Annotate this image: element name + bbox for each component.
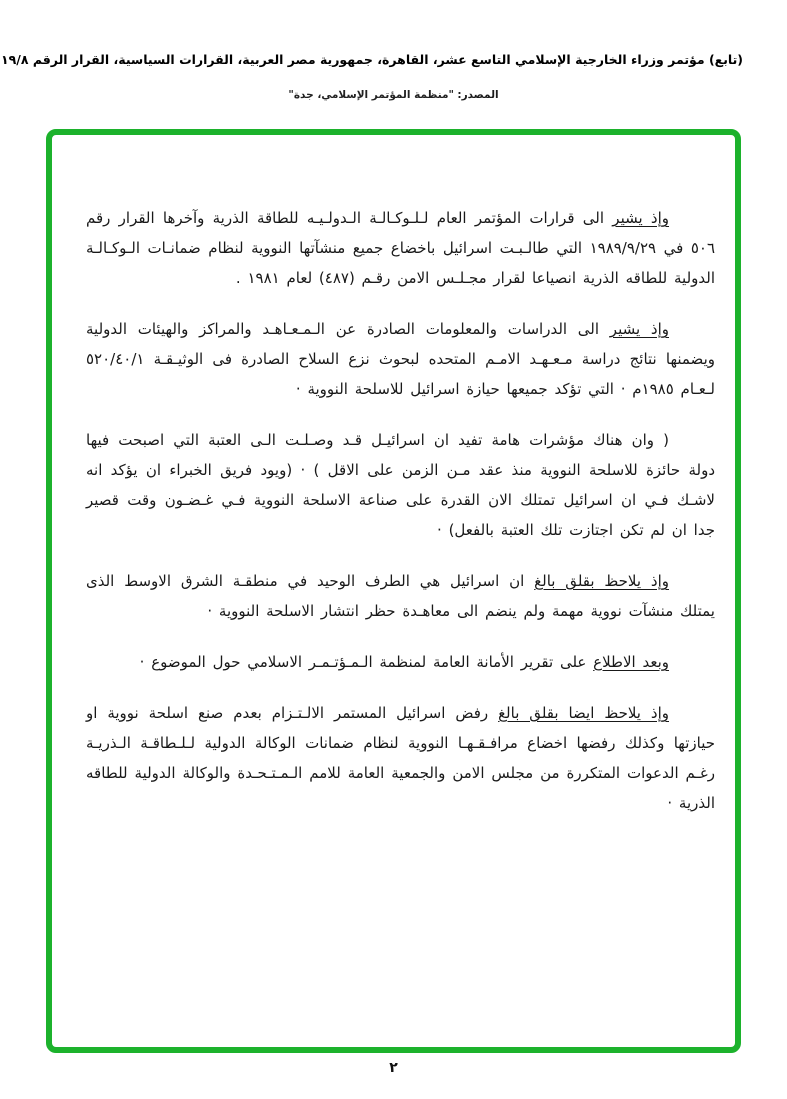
paragraph [86, 566, 715, 626]
paragraph [86, 314, 715, 404]
paragraph-body: ان اسرائيل هي الطرف الوحيد في منطقـة الشرق الاوسط الذى يمتلك منشآت نووية مهمة ولم ينضم الى معاهـدة حظر انتشار الاسلحة النووية · [86, 572, 715, 620]
paragraph-body: رفض اسرائيل المستمر الالـتـزام بعدم صنع اسلحة نووية او حيازتها وكذلك رفضها اخضاع مرافـقـهـا النووية لنظام ضمانات الوكالة الدولية لـلـطاقـة الـذريـة رغـم الدعوات المتكررة من مجلس الامن والجمعية العامة للامم الـمـتـحـدة والوكالة الدولية للطاقه الذرية · [86, 704, 715, 812]
paragraph [86, 647, 715, 677]
page-number: ٢ [389, 1060, 398, 1076]
paragraph-body: الى الدراسات والمعلومات الصادرة عن الـمـعـاهـد والمراكز والهيئات الدولية ويضمنها نتائج دراسة مـعـهـد الامـم المتحده لبحوث نزع السلاح الصادرة فى الوثيـقـة ٥٢٠/٤٠/١ لـعـام ١٩٨٥م · التي تؤكد جميعها حيازة اسرائيل للاسلحة النووية · [86, 320, 715, 398]
scanned-content-frame [46, 129, 741, 1053]
header-title: (تابع) مؤتمر وزراء الخارجية الإسلامي التاسع عشر، القاهرة، جمهورية مصر العربية، القرارات السياسية، القرار الرقم ١٩/٨ [1, 52, 743, 67]
paragraph-body: ( وان هناك مؤشرات هامة تفيد ان اسرائيـل قـد وصـلـت الـى العتبة التي اصبحت فيها دولة حائزة للاسلحة النووية منذ عقد مـن الزمن على الاقل ) · (ويود فريق الخبراء ان يؤكد انه لاشـك فـي ان اسرائيل تمتلك الان القدرة على صناعة الاسلحة النووية فـي غـضـون وقت قصير جدا ان لم تكن اجتازت تلك العتبة بالفعل) · [86, 431, 715, 539]
paragraph-lead: وإذ يلاحظ بقلق بالغ [534, 572, 669, 590]
paragraph-lead: وإذ يلاحظ ايضا بقلق بالغ [498, 704, 669, 722]
paragraph-lead: وبعد الاطلاع [593, 653, 669, 671]
paragraph [86, 425, 715, 545]
paragraph-body: على تقرير الأمانة العامة لمنظمة الـمـؤتـمـر الاسلامي حول الموضوع · [139, 653, 594, 671]
document-header [1, 52, 743, 68]
paragraph [86, 698, 715, 818]
source-value: "منظمة المؤتمر الإسلامي، جدة" [288, 89, 455, 101]
source-label: المصدر: [457, 89, 499, 101]
paragraph-lead: وإذ يشير [609, 320, 669, 338]
paragraph-list [52, 135, 735, 1047]
paragraph-body: الى قرارات المؤتمر العام لـلـوكـالـة الـدولـيـه للطاقة الذرية وآخرها القرار رقم ٥٠٦ في ١٩٨٩/٩/٢٩ التي طالـبـت اسرائيل باخضاع جميع منشآتها النووية لنظام ضمانـات الـوكـالـة الدولية للطاقه الذرية انصياعا لقرار مجـلـس الامن رقـم (٤٨٧) لعام ١٩٨١ . [86, 209, 715, 287]
paragraph [86, 203, 715, 293]
source-line [0, 89, 787, 101]
paragraph-lead: وإذ يشير [612, 209, 670, 227]
header-section-letter [0, 53, 1, 68]
